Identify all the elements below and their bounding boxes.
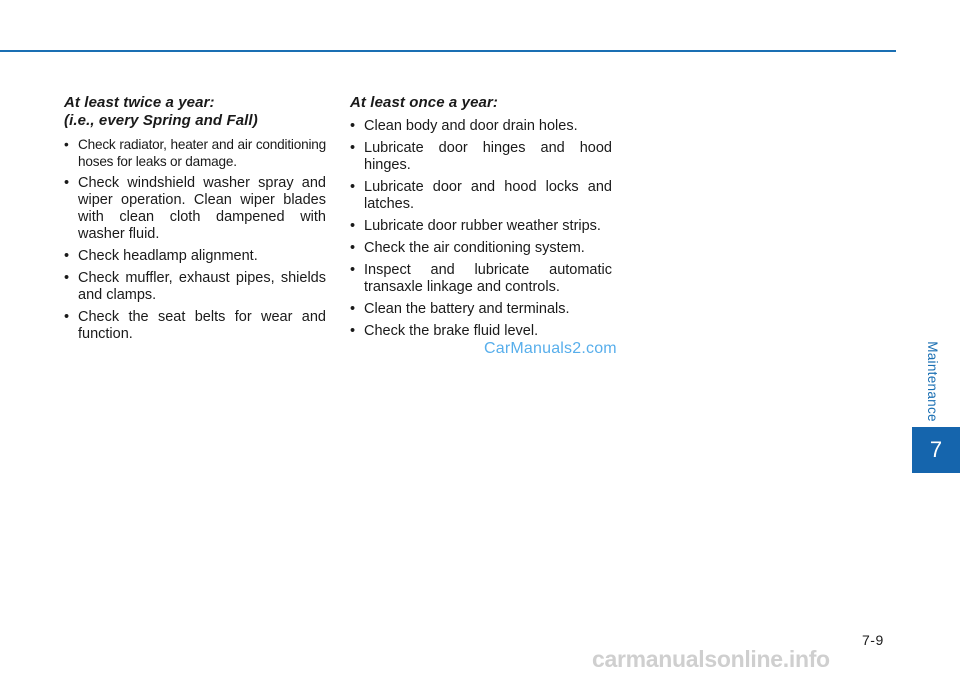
list-item-text: Lubricate door and hood locks and latches.: [364, 179, 612, 212]
list-item-text: Check windshield washer spray and wiper operation. Clean wiper blades with clean cloth dampened with washer fluid.: [78, 175, 326, 242]
left-column: [64, 94, 326, 348]
bullet-icon: •: [350, 240, 356, 256]
list-item-text: Check radiator, heater and air conditioning hoses for leaks or damage.: [78, 137, 326, 169]
twice-a-year-list: [64, 136, 326, 343]
list-item: [64, 136, 326, 170]
list-item: [350, 240, 612, 257]
bullet-icon: •: [64, 309, 70, 325]
bullet-icon: •: [64, 175, 70, 191]
bullet-icon: •: [350, 140, 356, 156]
bullet-icon: •: [350, 179, 356, 195]
list-item-text: Check the air conditioning system.: [364, 240, 585, 256]
page-number: 7-9: [862, 632, 884, 648]
list-item-text: Lubricate door hinges and hood hinges.: [364, 140, 612, 173]
heading-line-1: At least twice a year:: [64, 94, 215, 111]
bullet-icon: •: [350, 323, 356, 339]
footer-watermark: carmanualsonline.info: [592, 646, 830, 672]
list-item-text: Check muffler, exhaust pipes, shields and clamps.: [78, 270, 326, 303]
heading-line-2: (i.e., every Spring and Fall): [64, 112, 258, 129]
list-item-text: Check the brake fluid level.: [364, 323, 539, 339]
once-a-year-list: [350, 118, 612, 340]
list-item: [64, 270, 326, 304]
list-item: [350, 140, 612, 174]
chapter-tab: 7: [912, 427, 960, 473]
bullet-icon: •: [350, 118, 356, 134]
list-item: [350, 323, 612, 340]
bullet-icon: •: [64, 270, 70, 286]
twice-a-year-heading: [64, 94, 326, 130]
bullet-icon: •: [350, 218, 356, 234]
bullet-icon: •: [64, 137, 69, 152]
section-label-text: Maintenance: [924, 340, 940, 422]
list-item-text: Check headlamp alignment.: [78, 248, 258, 264]
bullet-icon: •: [350, 301, 356, 317]
list-item: [350, 118, 612, 135]
list-item: [64, 248, 326, 265]
bullet-icon: •: [350, 262, 356, 278]
list-item: [350, 262, 612, 296]
list-item: [350, 218, 612, 235]
list-item: [350, 301, 612, 318]
list-item-text: Clean the battery and terminals.: [364, 301, 570, 317]
carmanuals-watermark: CarManuals2.com: [484, 340, 617, 357]
right-column: [350, 94, 612, 345]
list-item: [64, 175, 326, 243]
once-a-year-heading: At least once a year:: [350, 94, 498, 111]
list-item: [350, 179, 612, 213]
list-item-text: Inspect and lubricate automatic transaxle linkage and controls.: [364, 262, 612, 295]
list-item-text: Clean body and door drain holes.: [364, 118, 578, 134]
bullet-icon: •: [64, 248, 70, 264]
list-item: [64, 309, 326, 343]
list-item-text: Check the seat belts for wear and function.: [78, 309, 326, 342]
list-item-text: Lubricate door rubber weather strips.: [364, 218, 601, 234]
section-side-label: [918, 338, 946, 424]
top-rule: [0, 50, 896, 52]
